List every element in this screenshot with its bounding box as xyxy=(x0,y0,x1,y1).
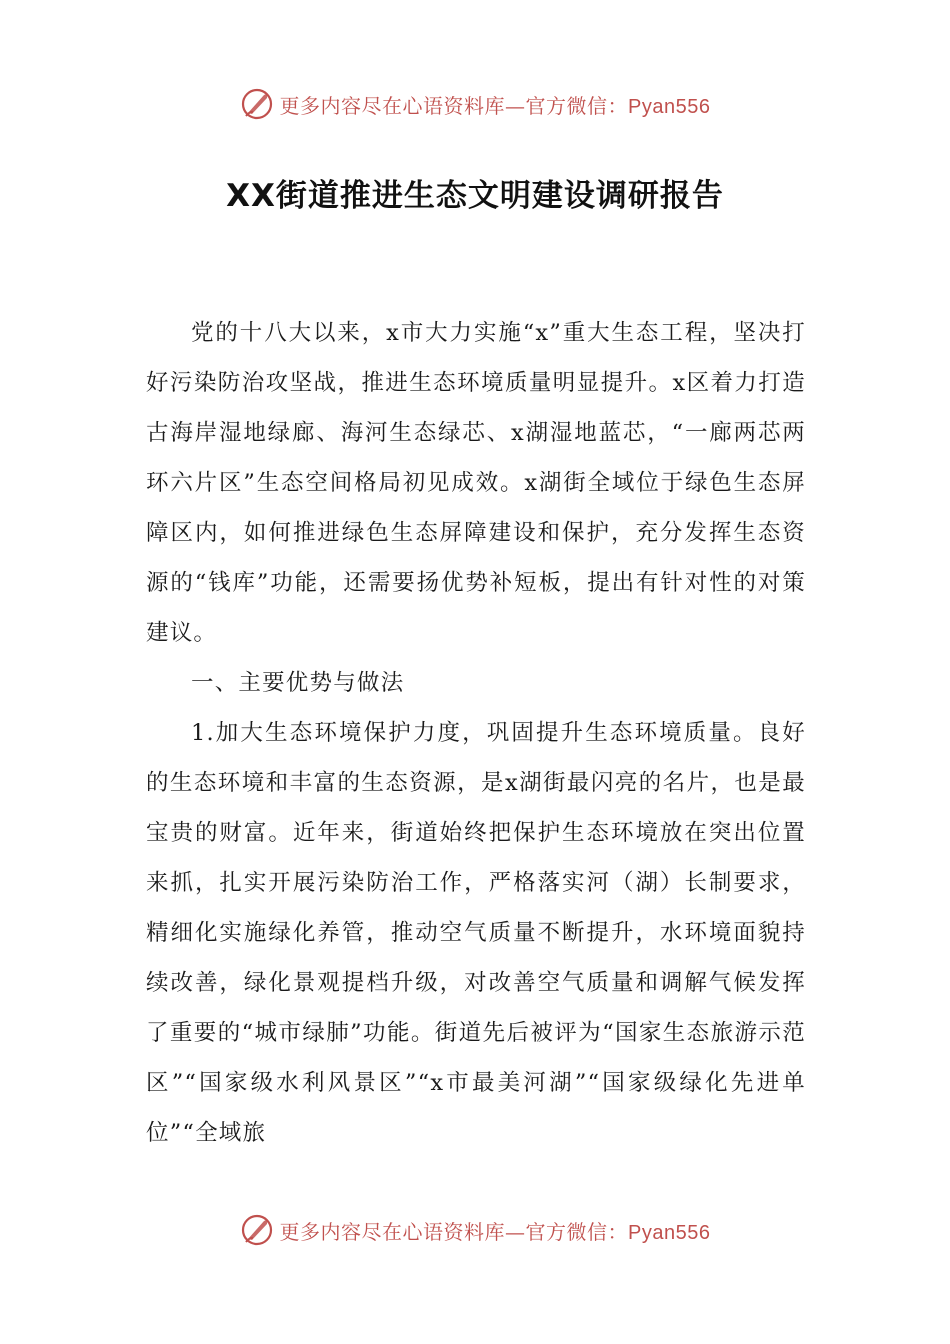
watermark-wechat-id: Pyan556 xyxy=(628,95,711,118)
intro-paragraph: 党的十八大以来，x市大力实施“x”重大生态工程，坚决打好污染防治攻坚战，推进生态环境质量明显提升。x区着力打造古海岸湿地绿廊、海河生态绿芯、x湖湿地蓝芯，“一廊两芯两环六片区”生态空间格局初见成效。x湖街全域位于绿色生态屏障区内，如何推进绿色生态屏障建设和保护，充分发挥生态资源的“钱库”功能，还需要扬优势补短板，提出有针对性的对策建议。 xyxy=(146,320,806,646)
watermark-text xyxy=(280,1216,711,1245)
quill-logo-icon xyxy=(240,1213,274,1247)
document-body xyxy=(146,308,806,1158)
document-title: XX街道推进生态文明建设调研报告 xyxy=(226,178,724,214)
body-paragraph: 1.加大生态环境保护力度，巩固提升生态环境质量。良好的生态环境和丰富的生态资源，是x湖街最闪亮的名片，也是最宝贵的财富。近年来，街道始终把保护生态环境放在突出位置来抓，扎实开展污染防治工作，严格落实河（湖）长制要求，精细化实施绿化养管，推动空气质量不断提升，水环境面貌持续改善，绿化景观提档升级，对改善空气质量和调解气候发挥了重要的“城市绿肺”功能。街道先后被评为“国家生态旅游示范区”“国家级水利风景区”“x市最美河湖”“国家级绿化先进单位”“全域旅 xyxy=(146,720,806,1146)
watermark-text-cn: 更多内容尽在心语资料库—官方微信： xyxy=(279,1219,629,1244)
section-heading: 一、主要优势与做法 xyxy=(191,670,405,696)
watermark-text-cn: 更多内容尽在心语资料库—官方微信： xyxy=(279,93,629,118)
watermark-text xyxy=(280,90,711,119)
watermark-wechat-id: Pyan556 xyxy=(628,1221,711,1244)
header-watermark xyxy=(0,84,950,124)
footer-watermark xyxy=(0,1210,950,1250)
quill-logo-icon xyxy=(240,87,274,121)
